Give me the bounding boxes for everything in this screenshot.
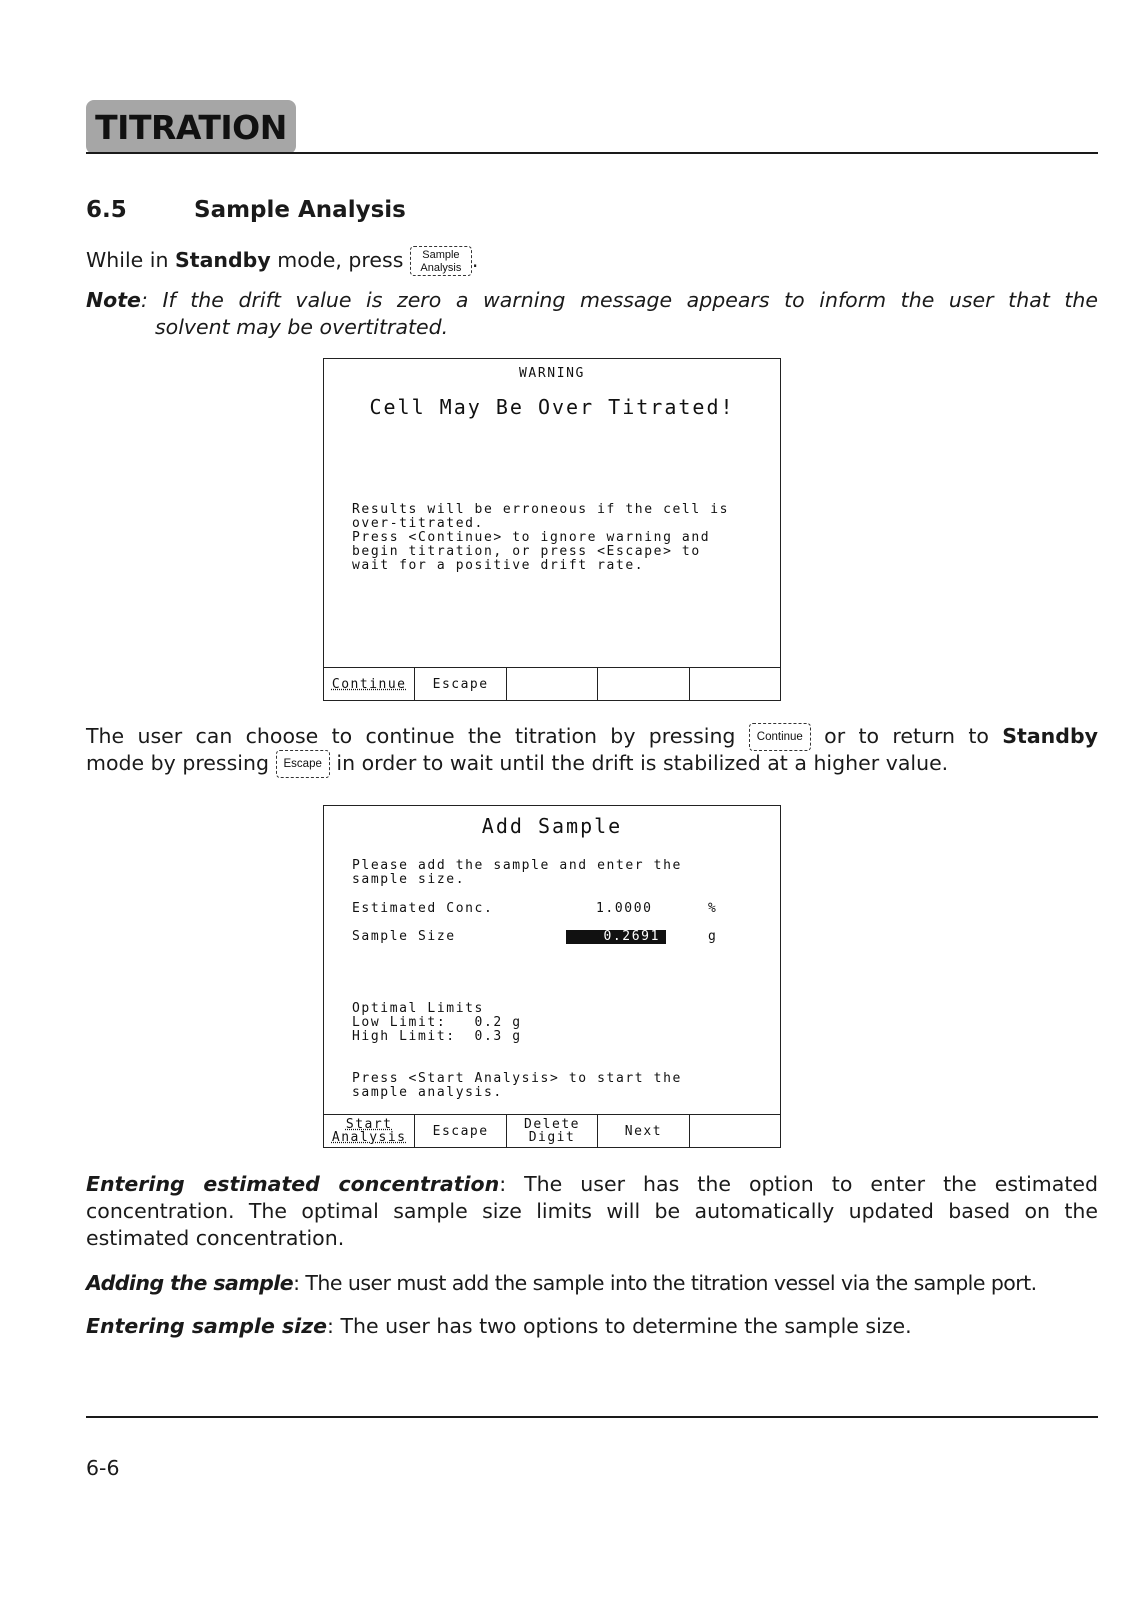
size-label: Sample Size <box>352 929 456 944</box>
conc-unit: % <box>708 901 718 916</box>
choice-line-1 <box>86 723 1098 751</box>
softkey-blank-4[interactable] <box>598 668 689 700</box>
choice-text-2: or to return to <box>810 724 1003 748</box>
softkey-blank[interactable] <box>690 1115 780 1147</box>
low-limit: Low Limit: 0.2 g <box>352 1015 522 1030</box>
add-sample-softkey-bar <box>324 1114 780 1147</box>
note-colon: : <box>140 288 148 312</box>
conc-paragraph-label: Entering estimated concentration <box>86 1172 500 1196</box>
press-line-2: sample analysis. <box>352 1085 503 1100</box>
softkey-next[interactable]: Next <box>598 1115 689 1147</box>
softkey-delete-digit[interactable]: Delete Digit <box>507 1115 598 1147</box>
softkey-continue[interactable]: Continue <box>324 668 415 700</box>
choice-text-3: mode by pressing <box>86 751 276 775</box>
section-number: 6.5 <box>86 197 127 223</box>
note-text: If the drift value is zero a warning message appears to inform the user that the <box>147 288 1098 312</box>
conc-label: Estimated Conc. <box>352 901 494 916</box>
conc-paragraph-text: : The user has the option to enter the estimated concentration. The optimal sample size limits will be automatically updated based on the estimated concentration. <box>86 1172 1098 1250</box>
limits-title: Optimal Limits <box>352 1001 484 1016</box>
warning-line-4: begin titration, or press <Escape> to <box>352 544 701 559</box>
warning-line-3: Press <Continue> to ignore warning and <box>352 530 711 545</box>
choice-text-4: in order to wait until the drift is stabilized at a higher value. <box>329 751 949 775</box>
chapter-tab <box>86 100 296 154</box>
high-limit: High Limit: 0.3 g <box>352 1029 522 1044</box>
header-rule <box>86 152 1098 154</box>
add-paragraph-label: Adding the sample <box>86 1271 294 1295</box>
softkey-escape[interactable]: Escape <box>415 1115 506 1147</box>
warning-softkey-bar <box>324 667 780 700</box>
warning-screen <box>323 358 781 701</box>
warning-line-2: over-titrated. <box>352 516 484 531</box>
add-paragraph-text: : The user must add the sample into the titration vessel via the sample port. <box>293 1271 1037 1295</box>
softkey-start-analysis[interactable]: Start Analysis <box>324 1115 415 1147</box>
key-line-2: Analysis <box>420 262 462 274</box>
add-sample-screen <box>323 805 781 1148</box>
key-line-1: Sample <box>422 249 460 261</box>
add-sample-instr-2: sample size. <box>352 872 466 887</box>
chapter-title: TITRATION <box>95 107 287 147</box>
add-sample-title: Add Sample <box>481 814 623 838</box>
size-paragraph <box>86 1313 912 1340</box>
choice-standby: Standby <box>1002 724 1098 748</box>
size-paragraph-text: : The user has two options to determine the sample size. <box>327 1314 912 1338</box>
sample-analysis-key[interactable] <box>410 246 472 276</box>
footer-rule <box>86 1416 1098 1418</box>
section-title: Sample Analysis <box>194 197 406 223</box>
softkey-blank-5[interactable] <box>690 668 780 700</box>
intro-line <box>86 246 478 276</box>
size-unit: g <box>708 929 718 944</box>
conc-value[interactable]: 1.0000 <box>596 901 653 916</box>
intro-standby: Standby <box>175 248 271 272</box>
intro-period: . <box>471 248 479 272</box>
note-line-1 <box>86 287 1098 314</box>
choice-line-2 <box>86 750 948 778</box>
size-value-field[interactable]: 0.2691 <box>566 930 666 944</box>
continue-key[interactable]: Continue <box>749 723 811 751</box>
choice-text-1: The user can choose to continue the titration by pressing <box>86 724 749 748</box>
escape-key[interactable]: Escape <box>276 750 330 778</box>
add-paragraph <box>86 1270 1116 1297</box>
note-label: Note <box>86 288 141 312</box>
conc-paragraph <box>86 1171 1098 1252</box>
page-number: 6-6 <box>86 1456 120 1480</box>
press-line-1: Press <Start Analysis> to start the <box>352 1071 682 1086</box>
add-sample-instr-1: Please add the sample and enter the <box>352 858 682 873</box>
intro-text-pre: While in <box>86 248 175 272</box>
warning-line-1: Results will be erroneous if the cell is <box>352 502 730 517</box>
softkey-escape[interactable]: Escape <box>415 668 506 700</box>
warning-title: Cell May Be Over Titrated! <box>369 395 735 419</box>
warning-header: WARNING <box>519 366 585 381</box>
warning-line-5: wait for a positive drift rate. <box>352 558 645 573</box>
softkey-blank-3[interactable] <box>507 668 598 700</box>
intro-text-post: mode, press <box>270 248 410 272</box>
note-line-2: solvent may be overtitrated. <box>155 315 449 339</box>
size-paragraph-label: Entering sample size <box>86 1314 328 1338</box>
